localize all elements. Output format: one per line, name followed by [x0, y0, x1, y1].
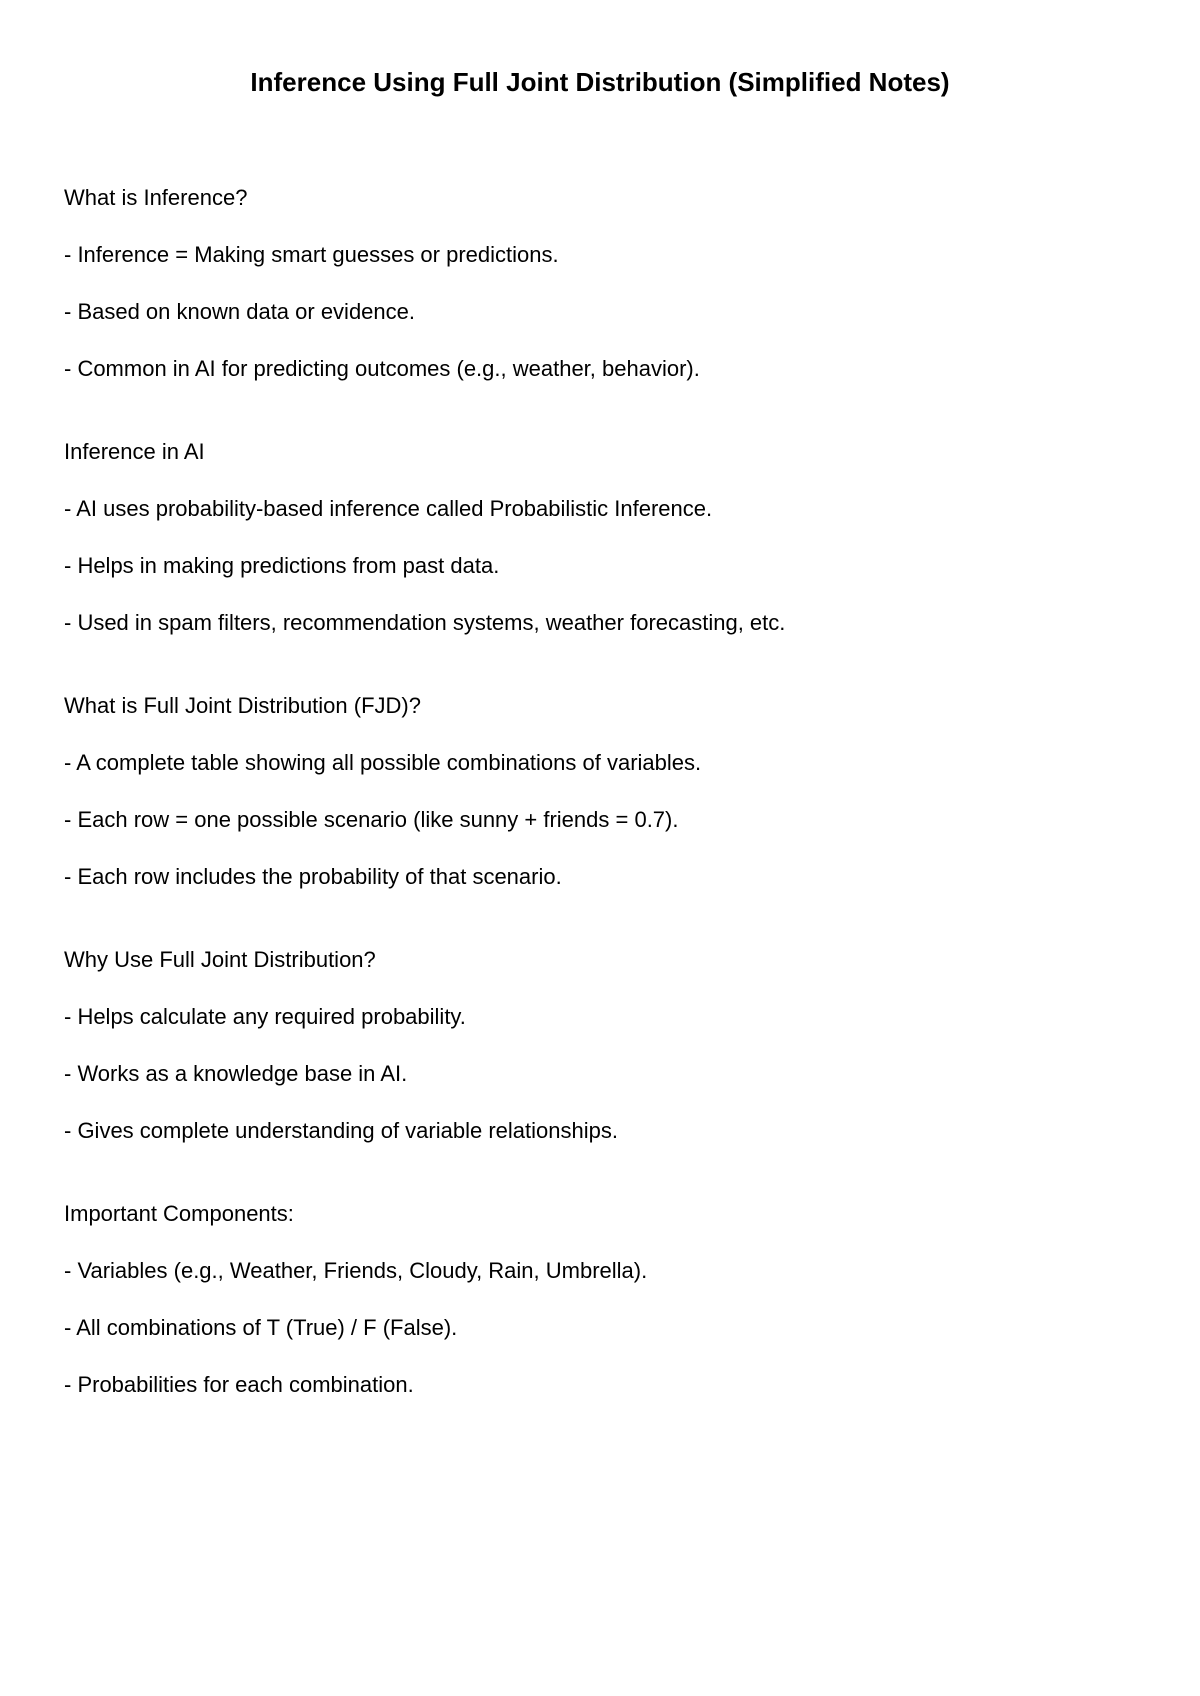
bullet-item: - Each row includes the probability of that scenario. [64, 864, 562, 889]
bullet-item: - Helps calculate any required probability. [64, 1004, 466, 1029]
bullet-item: - Gives complete understanding of variable relationships. [64, 1118, 618, 1143]
bullet-item: - AI uses probability-based inference called Probabilistic Inference. [64, 496, 713, 521]
bullet-item: - Variables (e.g., Weather, Friends, Cloudy, Rain, Umbrella). [64, 1258, 648, 1283]
bullet-item: - Probabilities for each combination. [64, 1372, 414, 1397]
bullet-item: - Common in AI for predicting outcomes (e.g., weather, behavior). [64, 356, 700, 381]
document-body [64, 184, 1144, 1454]
page-title: Inference Using Full Joint Distribution (Simplified Notes) [250, 67, 950, 97]
section-heading: Why Use Full Joint Distribution? [64, 947, 376, 972]
bullet-item: - A complete table showing all possible combinations of variables. [64, 750, 702, 775]
bullet-item: - Helps in making predictions from past data. [64, 553, 500, 578]
bullet-item: - Based on known data or evidence. [64, 299, 416, 324]
section-inference-in-ai [64, 438, 1144, 637]
section-important-components [64, 1200, 1144, 1399]
section-heading: What is Inference? [64, 185, 248, 210]
section-what-is-inference [64, 184, 1144, 383]
bullet-item: - Used in spam filters, recommendation systems, weather forecasting, etc. [64, 610, 786, 635]
section-heading: Important Components: [64, 1201, 294, 1226]
bullet-item: - All combinations of T (True) / F (False). [64, 1315, 458, 1340]
bullet-item: - Inference = Making smart guesses or predictions. [64, 242, 559, 267]
section-why-use-fjd [64, 946, 1144, 1145]
section-heading: What is Full Joint Distribution (FJD)? [64, 693, 421, 718]
bullet-item: - Works as a knowledge base in AI. [64, 1061, 408, 1086]
section-heading: Inference in AI [64, 439, 205, 464]
section-what-is-fjd [64, 692, 1144, 891]
bullet-item: - Each row = one possible scenario (like sunny + friends = 0.7). [64, 807, 679, 832]
